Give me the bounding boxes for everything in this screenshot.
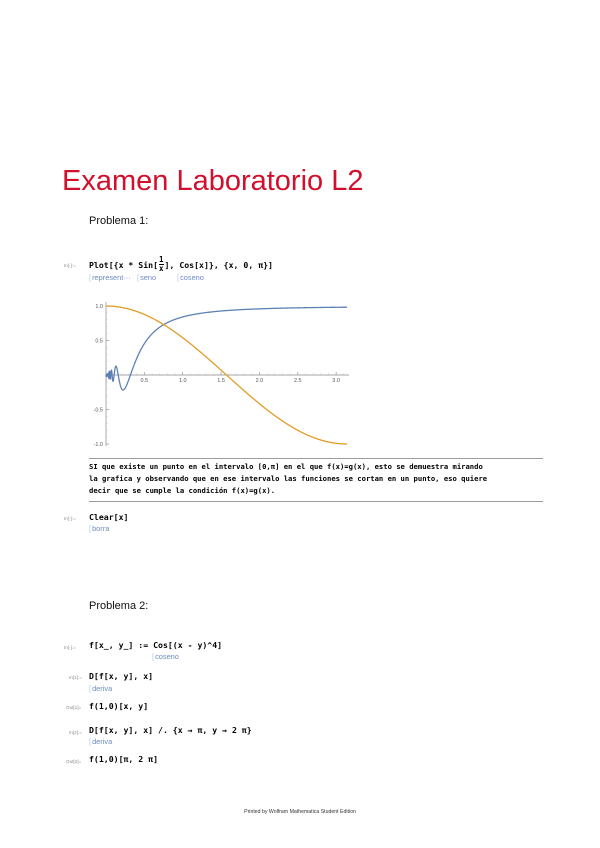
x-tick-label: 1.0 xyxy=(178,378,187,384)
y-tick-label: 0.5 xyxy=(95,338,103,345)
hint-deriva[interactable]: [ deriva xyxy=(89,737,112,746)
x-tick-label: 1.5 xyxy=(217,378,225,384)
hint-deriva[interactable]: [ deriva xyxy=(89,684,112,693)
answer-top-divider xyxy=(89,458,543,459)
input-label: In[-]:= xyxy=(64,263,76,268)
plot-axes xyxy=(94,302,349,448)
substitution-output-cell: f(1,0)[π, 2 π] xyxy=(89,754,159,764)
input-label: In[2]:= xyxy=(69,730,82,735)
output-label: Out[2]= xyxy=(66,759,82,764)
input-label: In[-]:= xyxy=(64,516,76,521)
plot-output xyxy=(80,290,360,455)
x-tick-label: 2.0 xyxy=(255,378,264,384)
hint-borra[interactable]: [ borra xyxy=(89,524,109,533)
answer-line: la grafica y observando que en ese intervalo las funciones se cortan en un punto, eso quiere xyxy=(89,474,488,483)
input-label: In[-]:= xyxy=(64,645,76,650)
problem2-heading: Problema 2: xyxy=(89,600,149,612)
y-tick-label: -0.5 xyxy=(93,407,103,414)
x-tick-label: 3.0 xyxy=(332,378,340,384)
hint-coseno[interactable]: [ coseno xyxy=(152,652,179,661)
notebook-title: Examen Laboratorio L2 xyxy=(62,165,364,197)
hint-seno[interactable]: [ seno xyxy=(137,273,156,282)
x-tick-label: 2.5 xyxy=(293,378,302,384)
substitution-input-cell[interactable]: D[f[x, y], x] /. {x → π, y → 2 π} xyxy=(89,725,252,735)
problem1-heading: Problema 1: xyxy=(89,215,149,227)
derivative-input-cell[interactable]: D[f[x, y], x] xyxy=(89,671,154,681)
print-footer: Printed by Wolfram Mathematica Student Edition xyxy=(244,809,356,815)
y-tick-label: -1.0 xyxy=(93,442,103,448)
answer-text xyxy=(89,461,529,497)
x-tick-label: 0.5 xyxy=(140,378,149,384)
input-label: In[1]:= xyxy=(69,675,82,680)
hint-coseno[interactable]: [ coseno xyxy=(177,273,204,282)
derivative-output-cell: f(1,0)[x, y] xyxy=(89,701,149,711)
answer-bottom-divider xyxy=(89,501,543,502)
hint-represent[interactable]: [ represent··· xyxy=(89,273,131,282)
clear-input-cell[interactable]: Clear[x] xyxy=(89,512,129,522)
answer-line: decir que se cumple la condición f(x)=g(x). xyxy=(89,486,276,495)
plot-input-cell[interactable]: Plot[{x * Sin[ 1 x ], Cos[x]}, {x, 0, π}] xyxy=(89,255,273,273)
answer-line: SI que existe un punto en el intervalo [0,π] en el que f(x)=g(x), esto se demuestra mirando xyxy=(89,462,483,471)
definition-input-cell[interactable]: f[x_, y_] := Cos[(x - y)^4] xyxy=(89,640,223,650)
y-tick-label: 1.0 xyxy=(95,304,103,310)
output-label: Out[1]= xyxy=(66,705,82,710)
